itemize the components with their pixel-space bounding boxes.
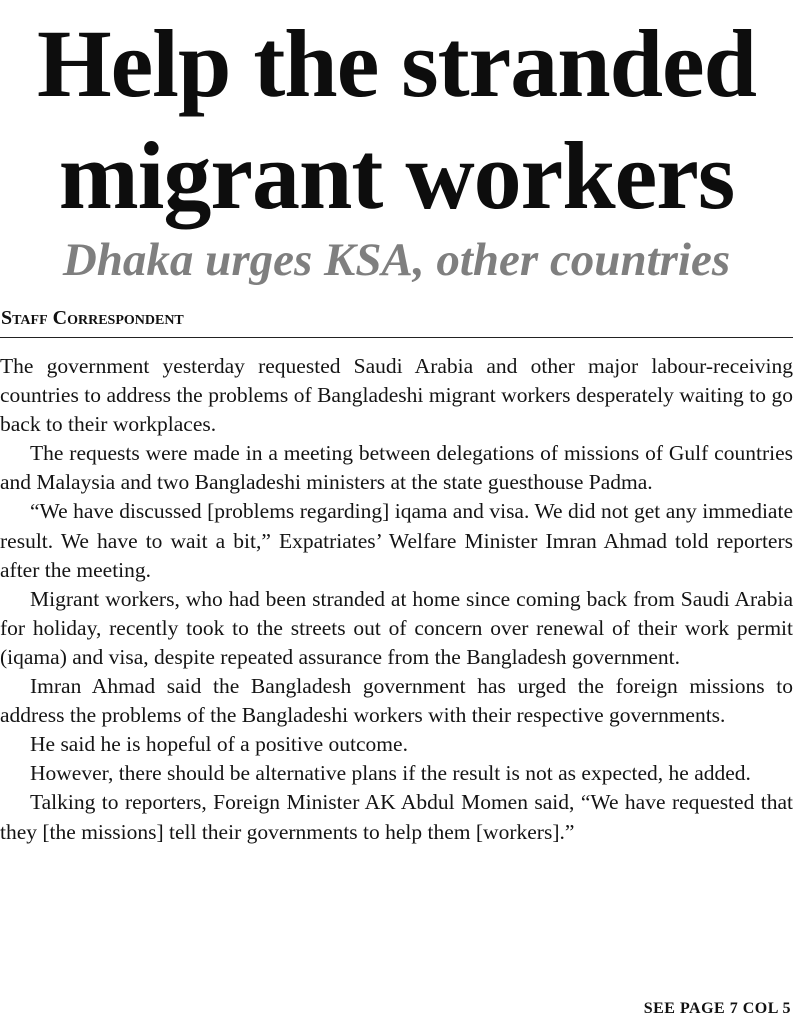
paragraph-7: However, there should be alternative plans if the result is not as expected, he added. <box>30 761 751 786</box>
paragraph-4: Migrant workers, who had been stranded at home since coming back from Saudi Arabia for holiday, recently took to the streets out of concern over renewal of their work permit (iqama) and visa, despite repeated assurance from the Bangladesh government. <box>0 586 793 669</box>
paragraph-2: The requests were made in a meeting between delegations of missions of Gulf countries and Malaysia and two Bangladeshi ministers at the state guesthouse Padma. <box>0 441 793 495</box>
paragraph-5: Imran Ahmad said the Bangladesh government has urged the foreign missions to address the problems of the Bangladeshi workers with their respective governments. <box>0 674 793 728</box>
headline: Help the stranded migrant workers <box>36 10 757 229</box>
subheadline: Dhaka urges KSA, other countries <box>62 234 731 286</box>
article-body <box>0 352 793 847</box>
paragraph-6: He said he is hopeful of a positive outcome. <box>30 732 408 757</box>
byline: Staff Correspondent <box>1 307 184 329</box>
paragraph-3: “We have discussed [problems regarding] iqama and visa. We did not get any immediate result. We have to wait a bit,” Expatriates’ Welfare Minister Imran Ahmad told reporters after the meeting. <box>0 499 793 582</box>
byline-divider <box>0 337 793 338</box>
continuation-jump-line: SEE PAGE 7 COL 5 <box>643 1000 791 1017</box>
paragraph-8: Talking to reporters, Foreign Minister AK Abdul Momen said, “We have requested that they [the missions] tell their governments to help them [workers].” <box>0 790 793 844</box>
paragraph-1: The government yesterday requested Saudi Arabia and other major labour-receiving countries to address the problems of Bangladeshi migrant workers desperately waiting to go back to their workplaces. <box>0 354 793 437</box>
